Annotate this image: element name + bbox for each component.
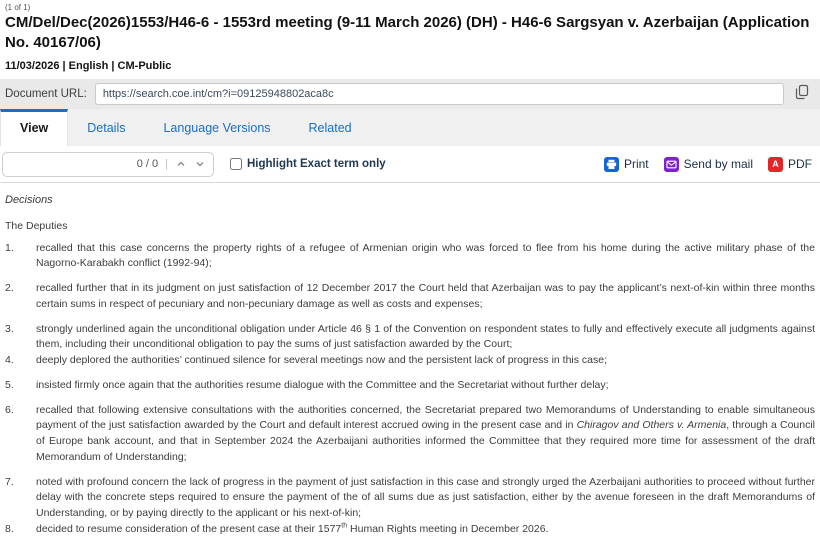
decisions-heading: Decisions [5,193,53,206]
highlight-exact-term-label: Highlight Exact term only [247,158,386,170]
decision-item [5,403,815,466]
send-by-mail-label: Send by mail [683,157,753,171]
decision-number: 8. [5,522,14,535]
pdf-button[interactable] [768,157,812,172]
pdf-label: PDF [788,157,812,171]
decision-item [5,475,815,522]
print-button[interactable] [604,157,649,172]
document-header [0,0,820,79]
previous-match-button[interactable] [175,158,187,170]
url-label: Document URL: [5,87,87,100]
chevron-down-icon [195,157,205,172]
decision-item [5,353,815,369]
copy-url-button[interactable] [792,84,812,104]
decision-number: 3. [5,322,14,335]
printer-icon [604,157,619,172]
decision-item [5,378,815,394]
mail-icon [664,157,679,172]
decision-item [5,281,815,313]
decision-number: 4. [5,354,14,366]
result-page-count: (1 of 1) [5,3,31,12]
document-tabs [0,109,820,146]
decision-text: insisted firmly once again that the authorities resume dialogue with the Committee and the Secretariat without further delay; [36,378,609,391]
decisions-list [5,241,815,538]
match-counter: 0 / 0 [136,158,159,170]
highlight-exact-term-option [230,158,386,170]
tab-view[interactable]: View [0,109,68,146]
decision-text: recalled that this case concerns the property rights of a refugee of Armenian origin who was forced to flee from his home during the active military phase of the Nagorno-Karabakh conflict (1992-94); [36,241,815,270]
url-input[interactable] [95,83,784,105]
chevron-up-icon [176,157,186,172]
tab-language-versions[interactable]: Language Versions [163,120,271,135]
highlight-exact-term-checkbox[interactable] [230,158,242,170]
decision-number: 7. [5,475,14,488]
decision-text: strongly underlined again the unconditional obligation under Article 46 § 1 of the Convention on respondent states to fully and effectively execute all judgments against them, including their unconditional obligation to pay the sums of just satisfaction awarded by the Court; [36,322,815,351]
document-content [0,183,820,538]
decision-number: 2. [5,282,14,294]
decisions-intro: The Deputies [5,219,68,232]
decision-number: 6. [5,403,14,416]
decision-text: recalled further that in its judgment on just satisfaction of 12 December 2017 the Court held that Azerbaijan was to pay the applicant’s next-of-kin within three months certain sums in respect of pecuniary and non-pecuniary damage as well as costs and expenses; [36,282,815,310]
find-input[interactable] [10,157,130,171]
viewer-toolbar [0,146,820,182]
page-title: CM/Del/Dec(2026)1553/H46-6 - 1553rd meeting (9-11 March 2026) (DH) - H46-6 Sargsyan v. Azerbaijan (Application No. 40167/06) [5,14,810,52]
pdf-icon: A [768,157,783,172]
copy-icon [794,84,810,103]
find-in-document-box[interactable] [2,152,214,177]
decision-item [5,241,815,273]
decision-text: decided to resume consideration of the present case at their 1577th Human Rights meeting in December 2026. [36,522,549,535]
decision-text: recalled that following extensive consultations with the authorities concerned, the Secretariat prepared two Memorandums of Understanding to enable simultaneous payment of the just satisfaction awarded by the Court and default interest accrued owing in the present case and in Chiragov and Others v. Armenia, through a Council of Europe bank account, and that in September 2024 the Azerbaijani authorities informed the Committee that they required more time for assessment of the draft Memorandum of Understanding; [36,403,815,463]
tab-details[interactable]: Details [87,120,126,135]
send-by-mail-button[interactable] [664,157,753,172]
print-label: Print [623,157,649,171]
document-url-bar [0,79,820,109]
counter-separator: | [165,158,168,170]
decision-text: noted with profound concern the lack of progress in the payment of just satisfaction in this case and strongly urged the Azerbaijani authorities to proceed without further delay with the concrete steps required to ensure the payment of the of all sums due as just satisfaction, either by the avenue foreseen in the draft Memorandums of Understanding, or by paying directly to the applicant or his next-of-kin; [36,475,815,519]
decision-item [5,522,815,538]
decision-text: deeply deplored the authorities’ continued silence for several meetings now and the persistent lack of progress in this case; [36,354,608,366]
decision-item [5,322,815,354]
document-actions [604,157,814,172]
decision-number: 1. [5,241,14,254]
decision-number: 5. [5,378,14,391]
next-match-button[interactable] [194,158,206,170]
document-meta: 11/03/2026 | English | CM-Public [5,59,172,72]
tab-related[interactable]: Related [308,120,352,135]
